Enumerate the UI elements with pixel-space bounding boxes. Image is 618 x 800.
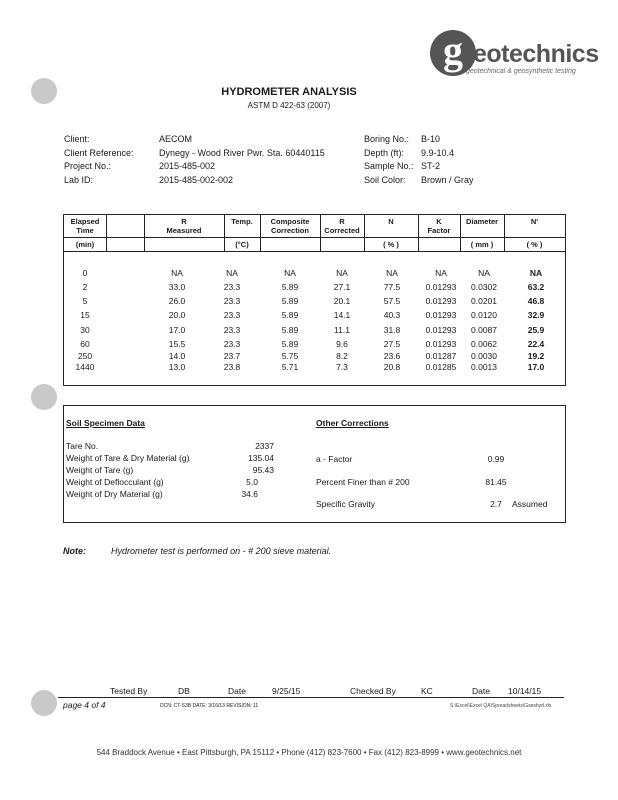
table-cell: NA <box>529 268 543 278</box>
info-label: Sample No.: <box>364 161 414 171</box>
note-label: Note: <box>63 546 86 556</box>
checked-date-value: 10/14/15 <box>508 686 542 696</box>
column-header-line-1: N' <box>530 217 539 226</box>
tare-number-value: 2337 <box>255 441 274 451</box>
table-cell: 5 <box>82 296 88 306</box>
column-header <box>418 217 460 235</box>
table-cell: NA <box>284 268 296 278</box>
table-cell: NA <box>435 268 447 278</box>
table-cell: 0.0201 <box>471 296 497 306</box>
table-cell: 31.8 <box>383 325 401 335</box>
info-label: Project No.: <box>64 161 112 171</box>
note-text: Hydrometer test is performed on - # 200 sieve material. <box>111 546 332 556</box>
table-cell: 13.0 <box>168 362 186 372</box>
page-number: page 4 of 4 <box>63 700 106 710</box>
table-cell: 5.89 <box>281 339 299 349</box>
header-divider <box>64 237 565 238</box>
table-cell: 0.0030 <box>471 351 497 361</box>
client-value: AECOM <box>159 134 193 144</box>
table-cell: 0.01293 <box>425 310 457 320</box>
table-cell: 9.6 <box>336 339 348 349</box>
table-cell: 15 <box>80 310 90 320</box>
table-cell: 63.2 <box>527 282 545 292</box>
table-cell: 0.01285 <box>425 362 457 372</box>
column-header-line-1: Temp. <box>231 217 253 226</box>
column-header <box>224 217 260 226</box>
table-cell: 5.89 <box>281 310 299 320</box>
table-cell: 1440 <box>75 362 95 372</box>
sample-number-value: ST-2 <box>421 161 441 171</box>
table-cell: 23.3 <box>223 310 241 320</box>
boring-info-values <box>421 133 474 187</box>
tare-dry-weight-value: 135.04 <box>248 453 274 463</box>
table-cell: 23.6 <box>383 351 401 361</box>
file-path: S:\Excel\Excel QA\Spreadsheets\Gseshyd.xls <box>450 703 552 709</box>
table-cell: 46.8 <box>527 296 545 306</box>
column-header <box>64 217 106 235</box>
deflocculant-weight-value: 5.0 <box>246 477 258 487</box>
table-cell: 0.0062 <box>471 339 497 349</box>
table-cell: 23.7 <box>223 351 241 361</box>
table-cell: 23.3 <box>223 325 241 335</box>
column-header-line-2: Correction <box>271 226 309 235</box>
a-factor-label: a - Factor <box>316 454 353 464</box>
column-header-line-2: Time <box>76 226 94 235</box>
header-column-divider <box>106 215 107 251</box>
table-cell: 60 <box>80 339 90 349</box>
table-cell: NA <box>386 268 398 278</box>
column-header <box>364 217 418 226</box>
table-cell: 57.5 <box>383 296 401 306</box>
tested-date-value: 9/25/15 <box>272 686 301 696</box>
depth-value: 9.9-10.4 <box>421 147 455 158</box>
column-unit: ( mm ) <box>470 240 494 249</box>
info-label: Client: <box>64 134 90 144</box>
info-label: Depth (ft): <box>364 147 405 158</box>
table-cell: 250 <box>77 351 93 361</box>
table-cell: NA <box>226 268 238 278</box>
table-cell: 23.8 <box>223 362 241 372</box>
table-cell: 14.0 <box>168 351 186 361</box>
tested-by-label: Tested By <box>110 686 148 696</box>
other-corrections-heading: Other Corrections <box>316 418 389 428</box>
table-cell: NA <box>478 268 490 278</box>
soil-specimen-section <box>63 405 566 523</box>
tare-weight-value: 95.43 <box>252 465 274 475</box>
table-cell: 7.3 <box>336 362 348 372</box>
table-cell: 17.0 <box>527 362 545 372</box>
table-cell: NA <box>171 268 183 278</box>
table-cell: 11.1 <box>334 325 350 335</box>
column-header <box>144 217 224 235</box>
table-cell: 5.89 <box>281 282 299 292</box>
soil-color-value: Brown / Gray <box>421 174 474 185</box>
info-label: Soil Color: <box>364 174 406 185</box>
table-cell: 0.01293 <box>425 282 457 292</box>
checked-by-value: KC <box>421 686 433 696</box>
percent-finer-label: Percent Finer than # 200 <box>316 477 410 487</box>
table-cell: 23.3 <box>223 282 241 292</box>
table-cell: 8.2 <box>336 351 348 361</box>
table-cell: 27.5 <box>383 339 401 349</box>
table-cell: 22.4 <box>527 339 545 349</box>
logo-tagline: geotechnical & geosynthetic testing <box>466 68 576 75</box>
info-label: Lab ID: <box>64 174 94 185</box>
table-cell: NA <box>336 268 348 278</box>
specific-gravity-note: Assumed <box>512 499 548 509</box>
tare-weight-label: Weight of Tare (g) <box>66 465 134 475</box>
table-cell: 32.9 <box>527 310 545 320</box>
column-unit: ( % ) <box>526 240 543 249</box>
specific-gravity-value: 2.7 <box>490 499 502 509</box>
column-header-line-2: Factor <box>427 226 451 235</box>
column-header-line-1: N <box>388 217 394 226</box>
checked-by-label: Checked By <box>350 686 396 696</box>
table-cell: 15.5 <box>168 339 186 349</box>
table-cell: 5.71 <box>281 362 299 372</box>
column-header <box>460 217 504 226</box>
info-label: Client Reference: <box>64 147 134 158</box>
company-address: 544 Braddock Avenue • East Pittsburgh, PA 15112 • Phone (412) 823-7600 • Fax (412) 823-8999 • www.geotechnics.net <box>96 748 522 757</box>
column-header-line-2: Corrected <box>324 226 360 235</box>
client-reference-value: Dynegy - Wood River Pwr. Sta. 60440115 <box>159 147 325 158</box>
table-cell: 20.8 <box>383 362 401 372</box>
project-number-value: 2015-485-002 <box>159 161 216 171</box>
footer-rule <box>58 697 564 698</box>
table-cell: 0.0087 <box>471 325 497 335</box>
table-cell: 30 <box>80 325 90 335</box>
hydrometer-table <box>63 214 566 386</box>
hole-punch-bottom <box>31 690 57 716</box>
column-header-line-2: Measured <box>166 226 202 235</box>
column-header <box>504 217 565 226</box>
table-cell: 0.01293 <box>425 296 457 306</box>
table-cell: 23.3 <box>223 296 241 306</box>
table-cell: 0.0013 <box>471 362 497 372</box>
note <box>63 546 331 556</box>
table-cell: 0 <box>82 268 88 278</box>
table-cell: 2 <box>82 282 88 292</box>
table-cell: 20.0 <box>168 310 186 320</box>
table-cell: 5.89 <box>281 296 299 306</box>
column-header-line-1: Diameter <box>465 217 499 226</box>
document-control-code: DCN: CT-S3B DATE: 3/16/13 REVISION: 11 <box>160 703 259 709</box>
column-header <box>320 217 364 235</box>
table-cell: 5.89 <box>281 325 299 335</box>
table-cell: 40.3 <box>383 310 401 320</box>
table-cell: 26.0 <box>168 296 186 306</box>
boring-number-value: B-10 <box>421 134 441 144</box>
column-header-line-1: K <box>436 217 442 226</box>
column-header-line-1: R <box>181 217 187 226</box>
tested-by-value: DB <box>178 686 190 696</box>
dry-material-weight-label: Weight of Dry Material (g) <box>66 489 163 499</box>
percent-finer-value: 81.45 <box>485 477 507 487</box>
logo-wordmark: eotechnics <box>473 40 599 68</box>
client-info-values <box>159 133 325 187</box>
deflocculant-weight-label: Weight of Deflocculant (g) <box>66 477 164 487</box>
table-cell: 27.1 <box>333 282 351 292</box>
table-cell: 20.1 <box>333 296 351 306</box>
column-unit: (min) <box>75 240 95 249</box>
table-cell: 19.2 <box>527 351 545 361</box>
table-cell: 0.0302 <box>471 282 497 292</box>
soil-specimen-heading: Soil Specimen Data <box>66 418 145 428</box>
table-cell: 0.01287 <box>425 351 457 361</box>
column-unit: (°C) <box>235 240 249 249</box>
logo-icon: g <box>430 30 476 76</box>
table-cell: 33.0 <box>168 282 186 292</box>
lab-id-value: 2015-485-002-002 <box>159 174 234 185</box>
hole-punch-middle <box>31 384 57 410</box>
specific-gravity-label: Specific Gravity <box>316 499 376 509</box>
header-bottom-line <box>64 251 565 252</box>
boring-info-labels <box>364 133 414 187</box>
checked-date-label: Date <box>472 686 490 696</box>
table-cell: 0.01293 <box>425 339 457 349</box>
tare-number-label: Tare No. <box>66 441 99 451</box>
column-unit: ( % ) <box>383 240 399 249</box>
table-cell: 23.3 <box>223 339 241 349</box>
table-cell: 17.0 <box>168 325 186 335</box>
table-cell: 0.0120 <box>471 310 497 320</box>
tested-date-label: Date <box>228 686 246 696</box>
page-title: HYDROMETER ANALYSIS <box>221 86 357 98</box>
tare-dry-weight-label: Weight of Tare & Dry Material (g) <box>66 453 190 463</box>
client-info-labels <box>64 133 134 187</box>
table-cell: 25.9 <box>527 325 545 335</box>
column-header-line-1: R <box>339 217 345 226</box>
table-cell: 0.01293 <box>425 325 457 335</box>
dry-material-weight-value: 34.6 <box>241 489 258 499</box>
column-header <box>260 217 320 235</box>
column-header-line-1: Composite <box>270 217 310 226</box>
table-cell: 14.1 <box>333 310 351 320</box>
column-header-line-1: Elapsed <box>70 217 100 226</box>
a-factor-value: 0.99 <box>487 454 505 464</box>
info-label: Boring No.: <box>364 134 410 144</box>
standard-reference: ASTM D 422-63 (2007) <box>247 101 331 110</box>
table-cell: 77.5 <box>383 282 401 292</box>
table-cell: 5.75 <box>281 351 299 361</box>
